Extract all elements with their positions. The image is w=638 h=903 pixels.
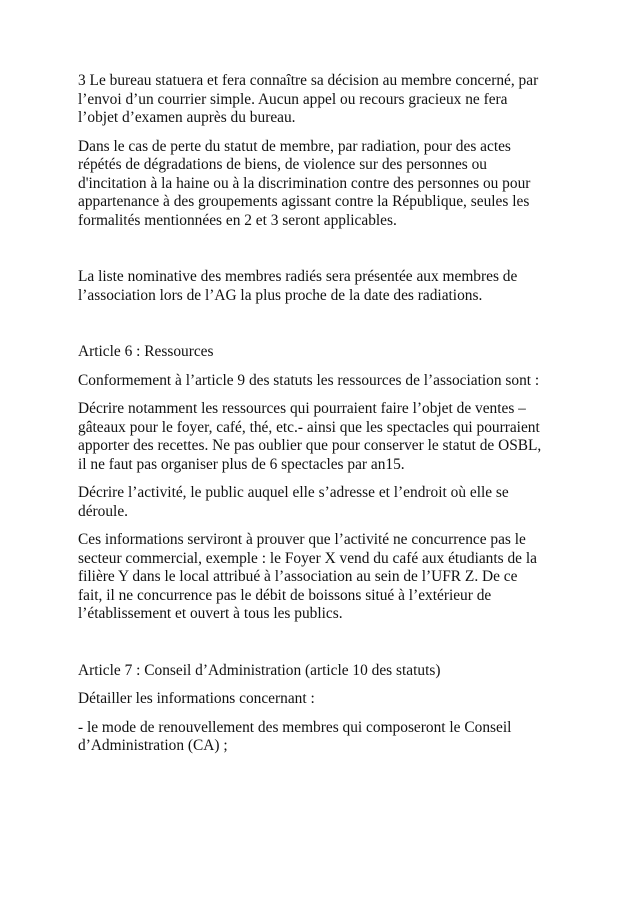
paragraph-decrire-activite: Décrire l’activité, le public auquel elle s’adresse et l’endroit où elle se déroule. <box>78 484 509 520</box>
heading-article-7: Article 7 : Conseil d’Administration (article 10 des statuts) <box>78 661 441 679</box>
spacer <box>78 634 570 662</box>
spacer <box>78 240 570 268</box>
paragraph-decrire-ressources: Décrire notamment les ressources qui pourraient faire l’objet de ventes – gâteaux pour le foyer, café, thé, etc.- ainsi que les spectacles qui pourraient apporter des recettes. Ne pas oublier que pour conserver le statut de OSBL, il ne faut pas organiser plus de 6 spectacles par an15. <box>78 400 542 473</box>
paragraph-ces-informations: Ces informations serviront à prouver que l’activité ne concurrence pas le secteur commercial, exemple : le Foyer X vend du café aux étudiants de la filière Y dans le local attribué à l’association au sein de l’UFR Z. De ce fait, il ne concurrence pas le débit de boissons situé à l’extérieur de l’établissement et ouvert à tous les publics. <box>78 531 537 622</box>
paragraph-radiation: Dans le cas de perte du statut de membre, par radiation, pour des actes répétés de dégradations de biens, de violence sur des personnes ou d'incitation à la haine ou à la discrimination contre des personnes ou pour appartenance à des groupements agissant contre la République, seules les formalités mentionnées en 2 et 3 seront applicables. <box>78 137 531 229</box>
paragraph-liste-nominative: La liste nominative des membres radiés sera présentée aux membres de l’association lors de l’AG la plus proche de la date des radiations. <box>78 268 518 304</box>
paragraph-conformement: Conformement à l’article 9 des statuts les ressources de l’association sont : <box>78 371 540 389</box>
paragraph-detailler: Détailler les informations concernant : <box>78 690 315 707</box>
paragraph-mode-renouvellement: - le mode de renouvellement des membres qui composeront le Conseil d’Administration (CA) ; <box>78 718 512 754</box>
heading-article-6: Article 6 : Ressources <box>78 343 214 360</box>
spacer <box>78 315 570 343</box>
document-page <box>78 72 570 766</box>
paragraph-bureau-decision: 3 Le bureau statuera et fera connaître sa décision au membre concerné, par l’envoi d’un courrier simple. Aucun appel ou recours gracieux ne fera l’objet d’examen auprès du bureau. <box>78 72 539 126</box>
